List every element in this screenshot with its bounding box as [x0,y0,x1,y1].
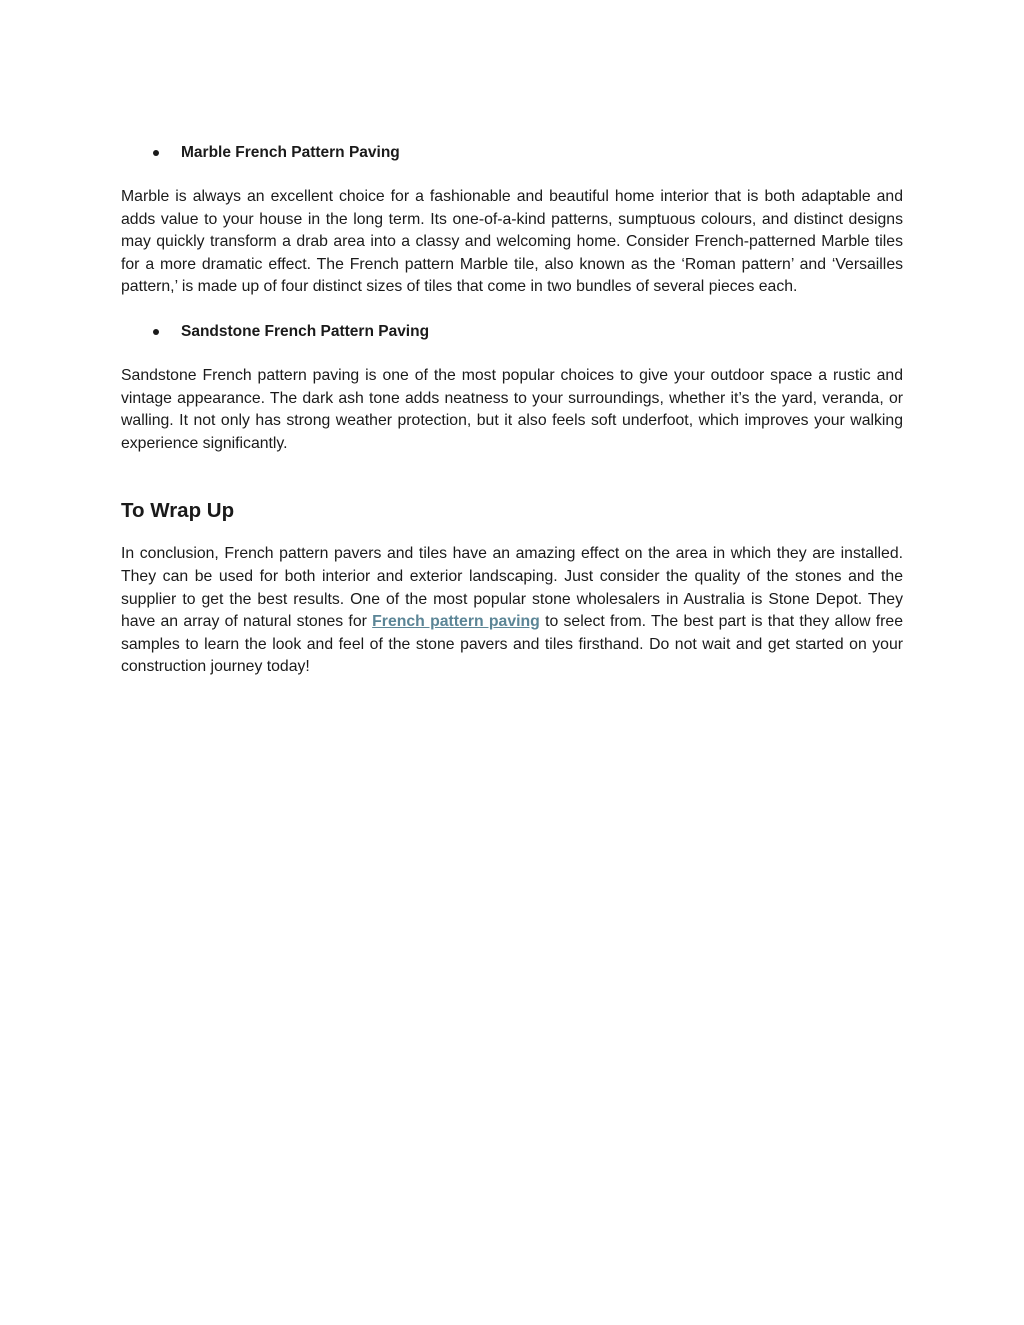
wrap-up-paragraph [121,543,903,679]
bullet-sandstone-label: Sandstone French Pattern Paving [181,322,430,340]
bullet-marble-label: Marble French Pattern Paving [181,144,400,161]
sandstone-paragraph: Sandstone French pattern paving is one of the most popular choices to give your outdoor space a rustic and vintage appearance. The dark ash tone adds neatness to your surroundings, whether it’s the yard, veranda, or walling. It not only has strong weather protection, but it also feels soft underfoot, which improves your walking experience significantly. [121,366,903,452]
wrap-up-text-before-link: In conclusion, French pattern pavers and tiles have an amazing effect on the area in which they are installed. They can be used for both interior and exterior landscaping. Just consider the quality of the stones and the supplier to get the best results. One of the most popular stone wholesalers in Australia is Stone Depot. They have an array of natural stones for [121,545,903,631]
document-page [121,140,903,679]
marble-paragraph: Marble is always an excellent choice for a fashionable and beautiful home interior that is both adaptable and adds value to your house in the long term. Its one-of-a-kind patterns, sumptuous colours, and distinct designs may quickly transform a drab area into a classy and welcoming home. Consider French-patterned Marble tiles for a more dramatic effect. The French pattern Marble tile, also known as the ‘Roman pattern’ and ‘Versailles pattern,’ is made up of four distinct sizes of tiles that come in two bundles of several pieces each. [121,188,903,296]
bullet-dot-icon [153,150,159,156]
bullet-dot-icon [153,329,159,335]
bullet-marble-heading [121,142,903,164]
french-pattern-paving-link[interactable]: French pattern paving [372,613,540,631]
wrap-up-heading: To Wrap Up [121,499,235,523]
bullet-sandstone-heading [121,321,903,343]
wrap-up-text-after-link: to select from. The best part is that they allow free samples to learn the look and feel of the stone pavers and tiles firsthand. Do not wait and get started on your construction journey today! [121,613,903,676]
